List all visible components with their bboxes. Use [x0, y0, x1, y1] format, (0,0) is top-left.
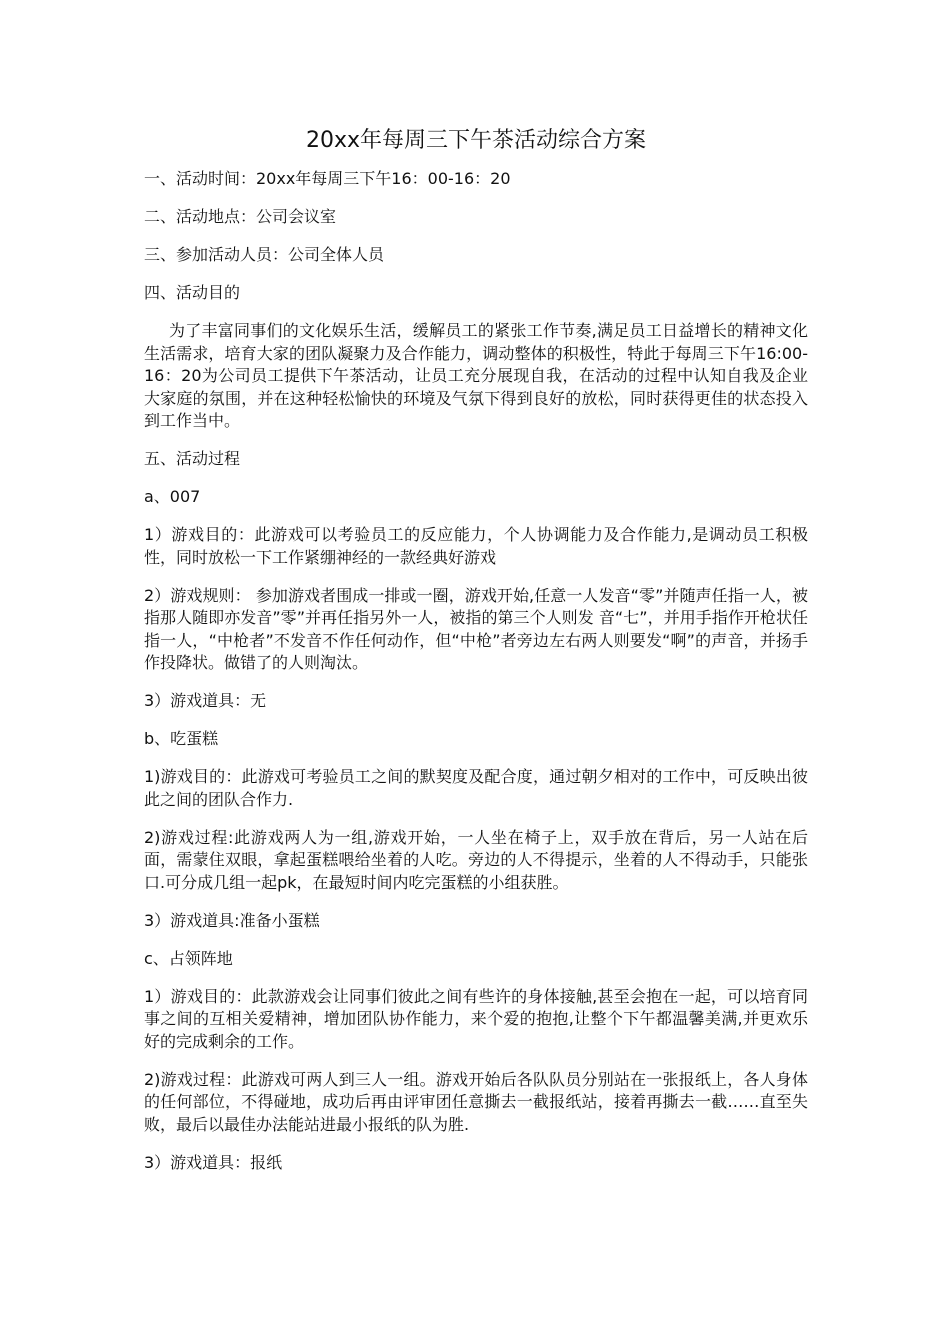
game-c-process: 2)游戏过程：此游戏可两人到三人一组。游戏开始后各队队员分别站在一张报纸上，各人身体的任何部位，不得碰地，成功后再由评审团任意撕去一截报纸站，接着再撕去一截……直至失败，最后以最佳办法能站进最小报纸的队为胜.	[144, 1069, 808, 1134]
document-title: 20xx年每周三下午茶活动综合方案	[305, 128, 647, 153]
game-b-purpose: 1)游戏目的：此游戏可考验员工之间的默契度及配合度，通过朝夕相对的工作中，可反映出彼此之间的团队合作力.	[144, 767, 808, 809]
activity-location: 二、活动地点：公司会议室	[144, 207, 337, 226]
game-c-purpose: 1）游戏目的：此款游戏会让同事们彼此之间有些许的身体接触,甚至会抱在一起，可以培育同事之间的互相关爱精神，增加团队协作能力，来个爱的抱抱,让整个下午都温馨美满,并更欢乐好的完成剩余的工作。	[144, 986, 808, 1051]
game-a-rules: 2）游戏规则： 参加游戏者围成一排或一圈，游戏开始,任意一人发音“零”并随声任指一人，被指那人随即亦发音”零”并再任指另外一人，被指的第三个人则发 音“七”，并用手指作开枪状任指一人，“中枪者”不发音不作任何动作，但“中枪”者旁边左右两人则要发“啊”的声音，并扬手作投降状。做错了的人则淘汰。	[144, 585, 808, 672]
purpose-paragraph: 为了丰富同事们的文化娱乐生活，缓解员工的紧张工作节奏,满足员工日益增长的精神文化生活需求，培育大家的团队凝聚力及合作能力，调动整体的积极性，特此于每周三下午16:00-16：20为公司员工提供下午茶活动，让员工充分展现自我，在活动的过程中认知自我及企业大家庭的氛围，并在这种轻松愉快的环境及气氛下得到良好的放松，同时获得更佳的状态投入到工作当中。	[144, 321, 808, 430]
game-b-process: 2)游戏过程:此游戏两人为一组,游戏开始，一人坐在椅子上，双手放在背后，另一人站在后面，需蒙住双眼，拿起蛋糕喂给坐着的人吃。旁边的人不得提示，坐着的人不得动手，只能张口.可分成几组一起pk，在最短时间内吃完蛋糕的小组获胜。	[144, 827, 808, 892]
game-c-props: 3）游戏道具：报纸	[144, 1152, 283, 1172]
game-a-heading: a、007	[144, 487, 201, 506]
section-heading-purpose: 四、活动目的	[144, 283, 241, 302]
activity-participants: 三、参加活动人员：公司全体人员	[144, 245, 385, 264]
game-a-purpose: 1）游戏目的：此游戏可以考验员工的反应能力，个人协调能力及合作能力,是调动员工积极性，同时放松一下工作紧绷神经的一款经典好游戏	[144, 525, 808, 567]
document-page	[144, 126, 808, 1190]
game-b-heading: b、吃蛋糕	[144, 729, 219, 748]
game-a-props: 3）游戏道具：无	[144, 691, 267, 710]
activity-time: 一、活动时间：20xx年每周三下午16：00-16：20	[144, 169, 511, 188]
game-c-heading: c、占领阵地	[144, 948, 233, 968]
game-b-props: 3）游戏道具:准备小蛋糕	[144, 910, 320, 930]
section-heading-process: 五、活动过程	[144, 449, 241, 468]
